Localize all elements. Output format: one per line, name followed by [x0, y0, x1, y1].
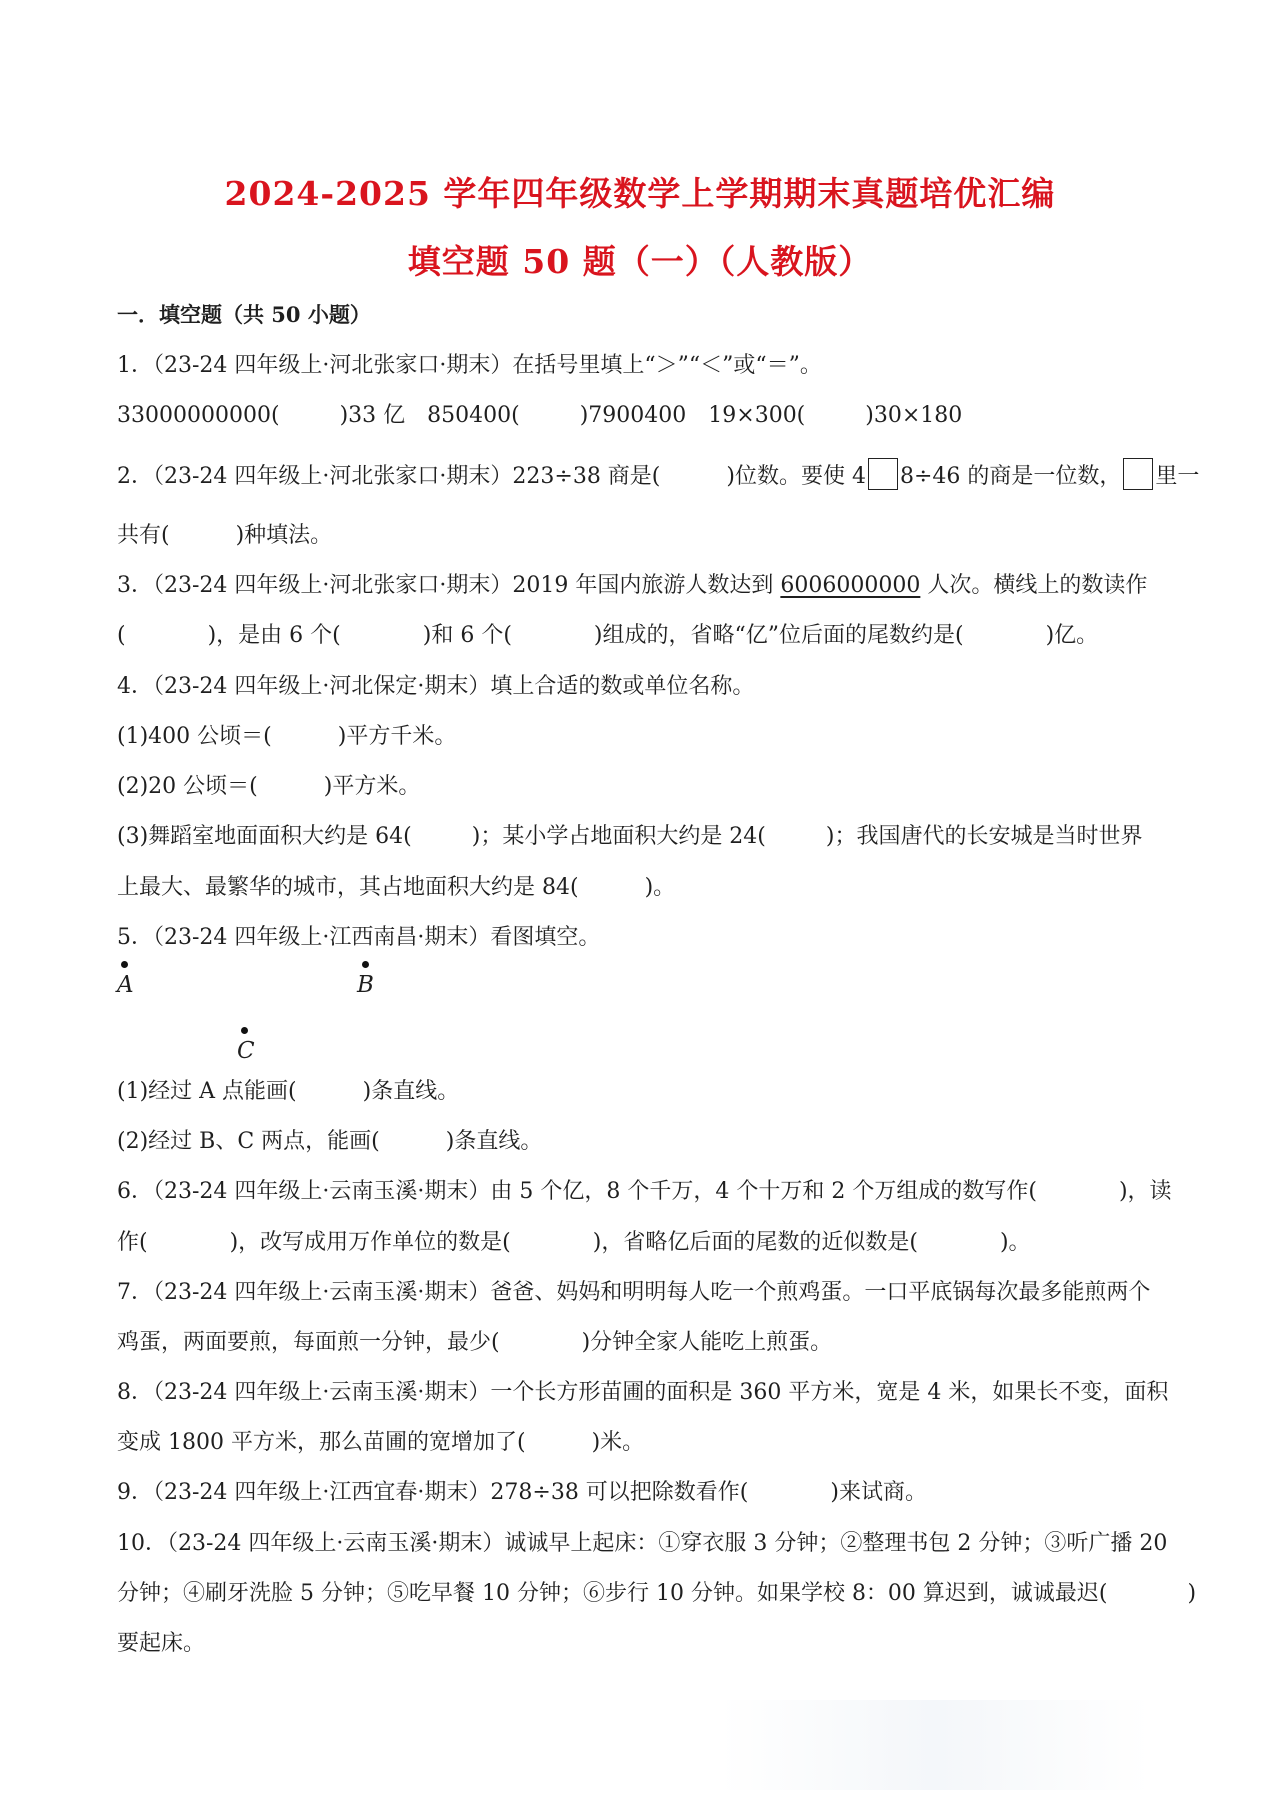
question-6-cont: [117, 1228, 1177, 1258]
q6-part-c: 作(: [117, 1230, 148, 1255]
q4-s3-b: )；某小学占地面积大约是 24(: [471, 824, 766, 849]
point-b-label: B: [357, 972, 374, 998]
q10-part-c: ): [1187, 1581, 1197, 1606]
q4-s1-b: )平方千米。: [337, 724, 457, 749]
q3-part-g: )亿。: [1045, 623, 1099, 648]
question-10-text: 10．（23-24 四年级上·云南玉溪·期末）诚诚早上起床：①穿衣服 3 分钟；②整理书包 2 分钟；③听广播 20: [117, 1531, 1168, 1556]
question-10-end: 要起床。: [117, 1631, 206, 1656]
q10-part-b: 分钟；④刷牙洗脸 5 分钟；⑤吃早餐 10 分钟；⑥步行 10 分钟。如果学校 8：00 算迟到，诚诚最迟(: [117, 1581, 1108, 1606]
q2-part-a: 2．（23-24 四年级上·河北张家口·期末）223÷38 商是(: [117, 464, 661, 489]
digit-box: [1123, 458, 1153, 490]
underlined-number: 6006000000: [780, 573, 921, 598]
q1-part-b: )33 亿 850400(: [339, 403, 520, 428]
question-7-text: 7．（23-24 四年级上·云南玉溪·期末）爸爸、妈妈和明明每人吃一个煎鸡蛋。一口平底锅每次最多能煎两个: [117, 1280, 1151, 1305]
q8-part-c: )米。: [591, 1430, 645, 1455]
q2-part-f: )种填法。: [235, 523, 333, 548]
title-line-1: 2024-2025 学年四年级数学上学期期末真题培优汇编: [224, 174, 1056, 213]
q1-part-c: )7900400 19×300(: [579, 403, 806, 428]
q4-s3-c: )；我国唐代的长安城是当时世界: [825, 824, 1143, 849]
q5-s2-a: (2)经过 B、C 两点，能画(: [117, 1129, 380, 1154]
q4-s2-b: )平方米。: [323, 774, 421, 799]
q4-s3-a: (3)舞蹈室地面面积大约是 64(: [117, 824, 412, 849]
q3-part-a: 3．（23-24 四年级上·河北张家口·期末）2019 年国内旅游人数达到: [117, 573, 781, 598]
q1-part-d: )30×180: [865, 403, 963, 428]
q3-part-e: )和 6 个(: [422, 623, 512, 648]
q4-s3-e: )。: [644, 875, 676, 900]
q8-part-b: 变成 1800 平方米，那么苗圃的宽增加了(: [117, 1430, 526, 1455]
question-5-sub2: [117, 1127, 1177, 1157]
q4-s3-d: 上最大、最繁华的城市，其占地面积大约是 84(: [117, 875, 579, 900]
q6-part-f: )。: [999, 1230, 1031, 1255]
question-4-sub2: [117, 772, 1177, 802]
question-4-sub3: [117, 822, 1177, 852]
q3-part-c: (: [117, 623, 126, 648]
title-line-2: 填空题 50 题（一）（人教版）: [407, 242, 873, 281]
q6-part-e: )，省略亿后面的尾数的近似数是(: [592, 1230, 918, 1255]
question-4-sub3-cont: [117, 873, 1177, 903]
question-4-text: 4．（23-24 四年级上·河北保定·期末）填上合适的数或单位名称。: [117, 674, 755, 699]
question-1-text: 1．（23-24 四年级上·河北张家口·期末）在括号里填上“＞”“＜”或“＝”。: [117, 353, 822, 378]
q6-part-a: 6．（23-24 四年级上·云南玉溪·期末）由 5 个亿，8 个千万，4 个十万和 2 个万组成的数写作(: [117, 1179, 1037, 1204]
point-b-dot: [362, 961, 369, 968]
q6-part-d: )，改写成用万作单位的数是(: [229, 1230, 511, 1255]
scan-smudge: [720, 1700, 1150, 1790]
question-2-text: [117, 458, 1200, 492]
point-a-label: A: [117, 972, 134, 998]
question-4-sub1: [117, 722, 1177, 752]
q6-part-b: )，读: [1118, 1179, 1172, 1204]
q7-part-b: 鸡蛋，两面要煎，每面煎一分钟，最少(: [117, 1330, 500, 1355]
q9-part-b: )来试商。: [830, 1480, 927, 1505]
question-6-text: [117, 1177, 1177, 1207]
q5-s1-b: )条直线。: [362, 1079, 460, 1104]
question-7-cont: [117, 1328, 1177, 1358]
q4-s2-a: (2)20 公顷＝(: [117, 774, 258, 799]
q2-part-d: 里一: [1155, 464, 1200, 489]
question-3-cont: [117, 621, 1177, 651]
q2-part-e: 共有(: [117, 523, 170, 548]
question-3-text: [117, 571, 1177, 601]
q4-s1-a: (1)400 公顷＝(: [117, 724, 272, 749]
question-1-comparisons: [117, 401, 1177, 431]
question-2-cont: [117, 521, 1177, 551]
q5-s2-b: )条直线。: [445, 1129, 543, 1154]
q3-part-d: )，是由 6 个(: [207, 623, 341, 648]
question-5-text: 5．（23-24 四年级上·江西南昌·期末）看图填空。: [117, 925, 601, 950]
digit-box: [868, 458, 898, 490]
q7-part-c: )分钟全家人能吃上煎蛋。: [581, 1330, 833, 1355]
q1-part-a: 33000000000(: [117, 403, 280, 428]
point-a-dot: [121, 961, 128, 968]
q2-part-c: 8÷46 的商是一位数，: [899, 464, 1122, 489]
q3-part-f: )组成的，省略“亿”位后面的尾数约是(: [593, 623, 964, 648]
q3-part-b: 人次。横线上的数读作: [920, 573, 1148, 598]
question-9-text: [117, 1478, 1177, 1508]
q5-s1-a: (1)经过 A 点能画(: [117, 1079, 297, 1104]
question-10-cont: [117, 1579, 1197, 1609]
q2-part-b: )位数。要使 4: [726, 464, 866, 489]
section-heading: 一．填空题（共 50 小题）: [117, 302, 371, 327]
point-c-label: C: [237, 1038, 255, 1064]
question-5-sub1: [117, 1077, 1177, 1107]
q9-part-a: 9．（23-24 四年级上·江西宜春·期末）278÷38 可以把除数看作(: [117, 1480, 749, 1505]
question-8-text: 8．（23-24 四年级上·云南玉溪·期末）一个长方形苗圃的面积是 360 平方米，宽是 4 米，如果长不变，面积: [117, 1380, 1169, 1405]
question-8-cont: [117, 1428, 1177, 1458]
point-c-dot: [241, 1027, 248, 1034]
